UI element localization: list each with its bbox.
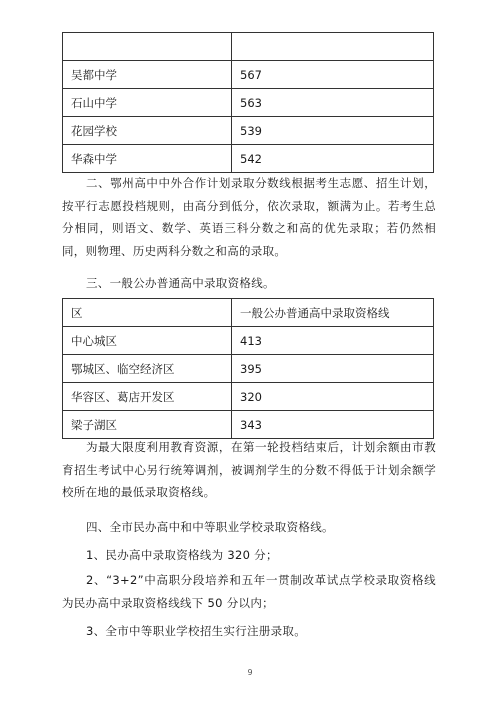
school-name-cell: 吴都中学 [63,61,232,89]
table-header-cell: 区 [63,299,232,327]
table-row [63,327,434,355]
table-row [63,33,434,61]
table-row [63,355,434,383]
table-header-cell: 一般公办普通高中录取资格线 [232,299,434,327]
school-name-cell: 华森中学 [63,145,232,173]
score-cell: 567 [232,61,434,89]
table-cell [232,33,434,61]
score-cell: 395 [232,355,434,383]
page-number: 9 [247,668,253,677]
table-row [63,89,434,117]
score-cell: 343 [232,411,434,439]
district-cell: 鄂城区、临空经济区 [63,355,232,383]
school-name-cell: 花园学校 [63,117,232,145]
section-3-heading: 三、一般公办普通高中录取资格线。 [86,276,275,290]
table-header-row [63,299,434,327]
table-cell [63,33,232,61]
item-2: 2、“3+2”中高职分段培养和五年一贯制改革试点学校录取资格线为民办高中录取资格线线下 50 分以内； [62,573,436,610]
score-cell: 563 [232,89,434,117]
score-cell: 539 [232,117,434,145]
table-row [63,411,434,439]
school-name-cell: 石山中学 [63,89,232,117]
district-cell: 华容区、葛店开发区 [63,383,232,411]
table-row [63,61,434,89]
score-cell: 413 [232,327,434,355]
table-row [63,117,434,145]
district-score-table [62,298,434,439]
score-cell: 320 [232,383,434,411]
district-cell: 中心城区 [63,327,232,355]
section-4-heading: 四、全市民办高中和中等职业学校录取资格线。 [86,520,334,534]
school-score-table [62,32,434,173]
table-row [63,383,434,411]
item-3: 3、全市中等职业学校招生实行注册录取。 [86,624,307,638]
paragraph-cooperation-plan: 二、鄂州高中中外合作计划录取分数线根据考生志愿、招生计划，按平行志愿投档规则，由高分到低分，依次录取，额满为止。若考生总分相同，则语文、数学、英语三科分数之和高的优先录取；若仍然相同，则物理、历史两科分数之和高的录取。 [62,176,436,258]
district-cell: 梁子湖区 [63,411,232,439]
paragraph-reallocation-note: 为最大限度利用教育资源，在第一轮投档结束后，计划余额由市教育招生考试中心另行统筹调剂，被调剂学生的分数不得低于计划余额学校所在地的最低录取资格线。 [62,440,436,499]
score-cell: 542 [232,145,434,173]
item-1: 1、民办高中录取资格线为 320 分； [86,548,278,562]
table-row [63,145,434,173]
